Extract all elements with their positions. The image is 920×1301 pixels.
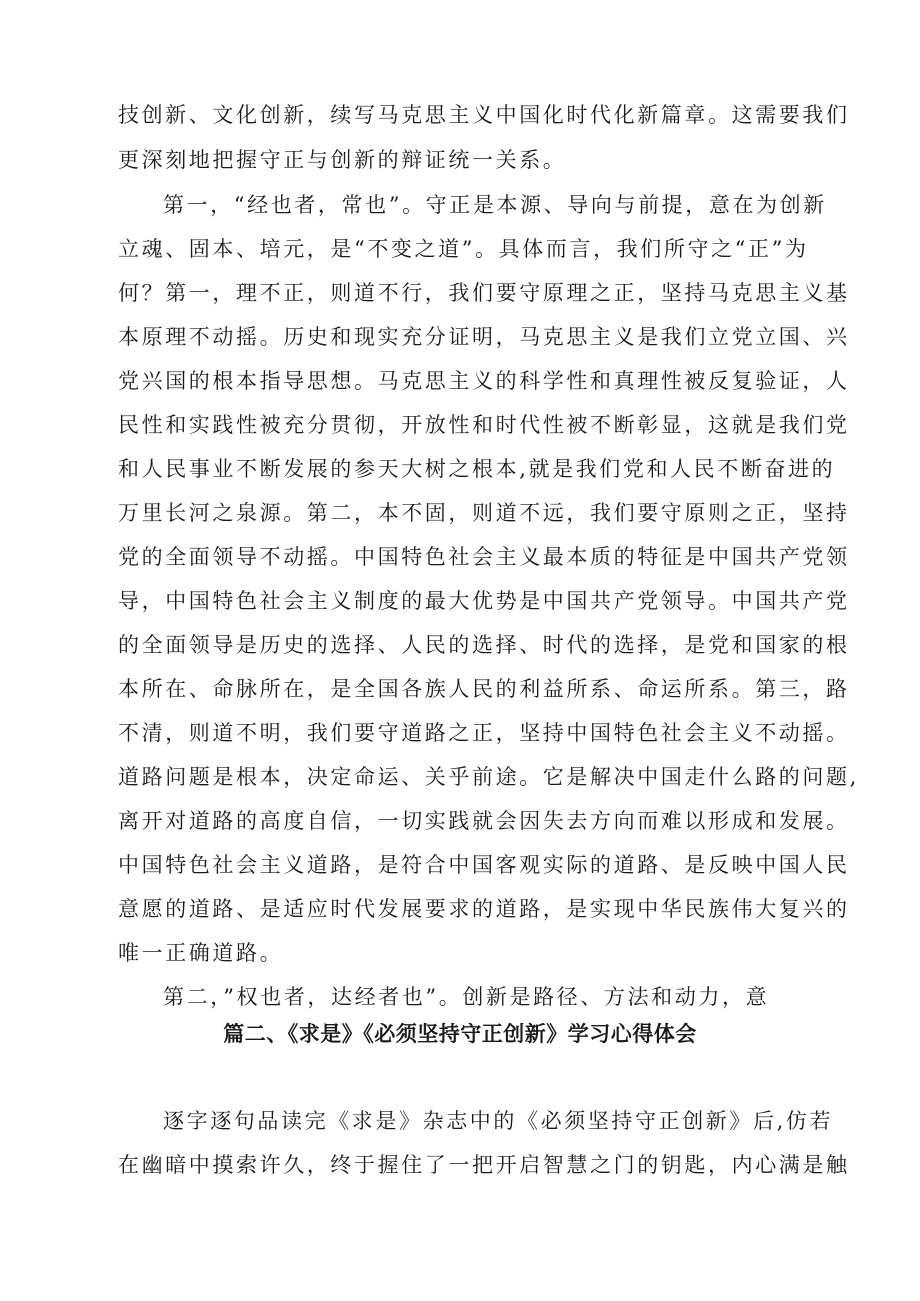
text-line: 本所在、命脉所在，是全国各族人民的利益所系、命运所系。第三，路 xyxy=(118,677,850,701)
text-line: 立魂、固本、培元，是“不变之道”。具体而言，我们所守之“正”为 xyxy=(118,237,809,261)
text-line: 技创新、文化创新，续写马克思主义中国化时代化新篇章。这需要我们 xyxy=(118,103,850,127)
text-line: 导，中国特色社会主义制度的最大优势是中国共产党领导。中国共产党 xyxy=(118,589,850,613)
text-line: 万里长河之泉源。第二，本不固，则道不远，我们要守原则之正，坚持 xyxy=(118,501,850,525)
text-line: 离开对道路的高度自信，一切实践就会因失去方向而难以形成和发展。 xyxy=(118,809,850,833)
text-line: 和人民事业不断发展的参天大树之根本,就是我们党和人民不断奋进的 xyxy=(118,457,836,481)
text-line: 党兴国的根本指导思想。马克思主义的科学性和真理性被反复验证，人 xyxy=(118,369,850,393)
text-line: 第二，”权也者，达经者也”。创新是路径、方法和动力，意 xyxy=(163,985,770,1009)
text-line: 何？第一，理不正，则道不行，我们要守原理之正，坚持马克思主义基 xyxy=(118,281,850,305)
text-line: 中国特色社会主义道路，是符合中国客观实际的道路、是反映中国人民 xyxy=(118,853,850,877)
text-line: 更深刻地把握守正与创新的辩证统一关系。 xyxy=(118,148,567,172)
text-line: 第一，“经也者，常也”。守正是本源、导向与前提，意在为创新 xyxy=(163,193,827,217)
text-line: 民性和实践性被充分贯彻，开放性和时代性被不断彰显，这就是我们党 xyxy=(118,413,850,437)
text-line: 逐字逐句品读完《求是》杂志中的《必须坚持守正创新》后,仿若 xyxy=(163,1109,834,1133)
text-line: 不清，则道不明，我们要守道路之正，坚持中国特色社会主义不动摇。 xyxy=(118,721,850,745)
text-line: 党的全面领导不动摇。中国特色社会主义最本质的特征是中国共产党领 xyxy=(118,545,850,569)
text-line: 意愿的道路、是适应时代发展要求的道路，是实现中华民族伟大复兴的 xyxy=(118,897,850,921)
text-line: 在幽暗中摸索许久，终于握住了一把开启智慧之门的钥匙，内心满是触 xyxy=(118,1153,850,1177)
section-heading: 篇二、《求是》《必须坚持守正创新》学习心得体会 xyxy=(223,1022,697,1046)
text-line: 道路问题是根本，决定命运、关乎前途。它是解决中国走什么路的问题, xyxy=(118,765,859,789)
text-line: 本原理不动摇。历史和现实充分证明，马克思主义是我们立党立国、兴 xyxy=(118,325,850,349)
text-line: 唯一正确道路。 xyxy=(118,941,284,965)
text-line: 的全面领导是历史的选择、人民的选择、时代的选择，是党和国家的根 xyxy=(118,633,850,657)
